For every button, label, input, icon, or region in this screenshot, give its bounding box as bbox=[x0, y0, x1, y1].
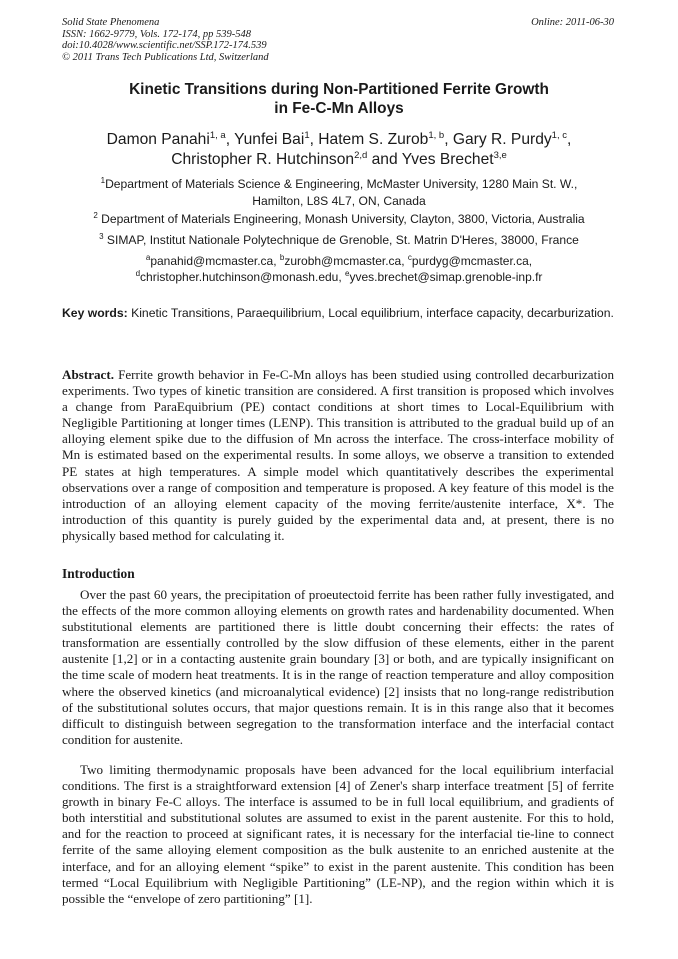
abstract bbox=[62, 367, 614, 544]
author-name: Damon Panahi bbox=[106, 131, 210, 148]
author-separator: , bbox=[309, 131, 319, 148]
email-address[interactable]: panahid@mcmaster.ca, bbox=[150, 254, 280, 268]
email-mark: d bbox=[135, 269, 141, 278]
title-line-1: Kinetic Transitions during Non-Partitioned Ferrite Growth bbox=[129, 81, 549, 98]
author-affil-mark: 1, b bbox=[428, 129, 445, 141]
intro-paragraph-1: Over the past 60 years, the precipitation of proeutectoid ferrite has been rather fully investigated, and the effects of the more common alloying elements on growth rates and hardenability documented. When substitutional elements are partitioned there is little doubt concerning their effects: the rates of transformation are essentially controlled by the slow diffusion of these elements, either in the parent austenite [1,2] or in a contacting austenite grain boundary [3] or both, and are typically insignificant on the time scale of modern heat treatments. It is in the range of reaction temperature and alloy composition where the observed kinetics (and microanalytical evidence) [2] insists that no long-range redistribution of the substitutional solutes occurs, that major questions remain. It is in this range also that it becomes difficult to distinguish between segregation to the transformation interface and the interfacial contact condition for austenite. bbox=[62, 587, 614, 747]
email-address[interactable]: purdyg@mcmaster.ca, bbox=[411, 254, 533, 268]
email-mark: a bbox=[145, 253, 151, 262]
author-name: Yunfei Bai bbox=[234, 131, 305, 148]
paper-title bbox=[0, 80, 678, 118]
author-name: Hatem S. Zurob bbox=[318, 131, 429, 148]
affiliation-2 bbox=[0, 211, 678, 228]
affiliation-number: 3 bbox=[99, 231, 104, 241]
online-date: Online: 2011-06-30 bbox=[531, 17, 614, 28]
affiliation-number: 1 bbox=[100, 175, 106, 185]
email-mark: b bbox=[279, 253, 285, 262]
author-affil-mark: 1, c bbox=[551, 129, 567, 141]
affiliation-text: Department of Materials Engineering, Monash University, Clayton, 3800, Victoria, Australia bbox=[97, 212, 585, 226]
abstract-text: Ferrite growth behavior in Fe-C-Mn alloys has been studied using controlled decarburization experiments. Two types of kinetic transition are considered. A first transition is proposed which involves a change from ParaEquibrium (PE) contact conditions at short times to Local-Equilibrium with Negligible Partitioning at longer times (LENP). This transition is attributed to the gradual build up of an alloying element spike due to the diffusion of Mn across the interface. The cross-interface mobility of Mn is estimated based on the experimental results. In some alloys, we observe a transition to extended PE states at high temperatures. A simple model which quantitatively describes the experimental observations over a range of composition and temperature is proposed. A key feature of this model is the introduction of an alloying element capacity of the moving ferrite/austenite interface, X*. The introduction of this quantity is purely guided by the experimental data and, at present, there is no physically based method for calculating it. bbox=[62, 367, 614, 543]
keywords-label: Key words: bbox=[62, 306, 128, 320]
author-affil-mark: 1, a bbox=[209, 129, 226, 141]
keywords-text: Kinetic Transitions, Paraequilibrium, Local equilibrium, interface capacity, decarburization. bbox=[127, 306, 614, 320]
author-list bbox=[0, 130, 678, 170]
affiliation-number: 2 bbox=[93, 210, 98, 220]
email-mark: c bbox=[407, 253, 412, 262]
author-affil-mark: 1 bbox=[304, 129, 310, 141]
author-affil-mark: 3,e bbox=[493, 149, 507, 161]
author-separator: , bbox=[444, 131, 453, 148]
affiliation-3 bbox=[0, 232, 678, 249]
email-address[interactable]: christopher.hutchinson@monash.edu, bbox=[140, 270, 346, 284]
email-address[interactable]: yves.brechet@simap.grenoble-inp.fr bbox=[349, 270, 543, 284]
affiliation-1 bbox=[0, 176, 678, 210]
author-name: Yves Brechet bbox=[401, 151, 494, 168]
section-heading: Introduction bbox=[62, 566, 135, 581]
author-affil-mark: 2,d bbox=[354, 149, 368, 161]
running-header bbox=[62, 17, 269, 63]
copyright-line: © 2011 Trans Tech Publications Ltd, Switzerland bbox=[62, 51, 269, 63]
author-name: Christopher R. Hutchinson bbox=[171, 151, 355, 168]
author-line-1 bbox=[0, 130, 678, 150]
journal-name: Solid State Phenomena bbox=[62, 17, 160, 28]
author-separator: , bbox=[225, 131, 235, 148]
affiliation-text: Hamilton, L8S 4L7, ON, Canada bbox=[252, 194, 426, 208]
abstract-label: Abstract. bbox=[62, 367, 114, 382]
issn-line: ISSN: 1662-9779, Vols. 172-174, pp 539-548 bbox=[62, 28, 251, 40]
email-list bbox=[0, 253, 678, 285]
email-mark: e bbox=[345, 269, 350, 278]
affiliation-text: SIMAP, Institut Nationale Polytechnique de Grenoble, St. Matrin D'Heres, 38000, France bbox=[103, 233, 579, 247]
author-name: Gary R. Purdy bbox=[452, 131, 552, 148]
affiliation-text: Department of Materials Science & Engineering, McMaster University, 1280 Main St. W., bbox=[105, 177, 578, 191]
intro-paragraph-2: Two limiting thermodynamic proposals have been advanced for the local equilibrium interfacial conditions. The first is a straightforward extension [4] of Zener's sharp interface treatment [5] of ferrite growth in binary Fe-C alloys. The interface is assumed to be in full local equilibrium, and gradients of both interstitial and substitutional solutes are assumed to exist in the parent austenite. For this to hold, and for the reaction to proceed at significant rates, it is necessary for the interfacial tie-line to connect ferrite of the same alloying element composition as the bulk austenite to an enriched austenite at the interface, and for an alloying element “spike” to exist in the parent austenite. This condition has been termed “Local Equilibrium with Negligible Partitioning” (LE-NP), and the region within which it is possible the “envelope of zero partitioning” [1]. bbox=[62, 762, 614, 906]
author-separator: , bbox=[566, 131, 572, 148]
keywords bbox=[62, 305, 614, 321]
author-line-2 bbox=[0, 150, 678, 170]
doi-line: doi:10.4028/www.scientific.net/SSP.172-174.539 bbox=[62, 40, 267, 51]
email-address[interactable]: zurobh@mcmaster.ca, bbox=[284, 254, 408, 268]
title-line-2: in Fe-C-Mn Alloys bbox=[274, 100, 404, 117]
author-conjunction: and bbox=[367, 151, 402, 168]
